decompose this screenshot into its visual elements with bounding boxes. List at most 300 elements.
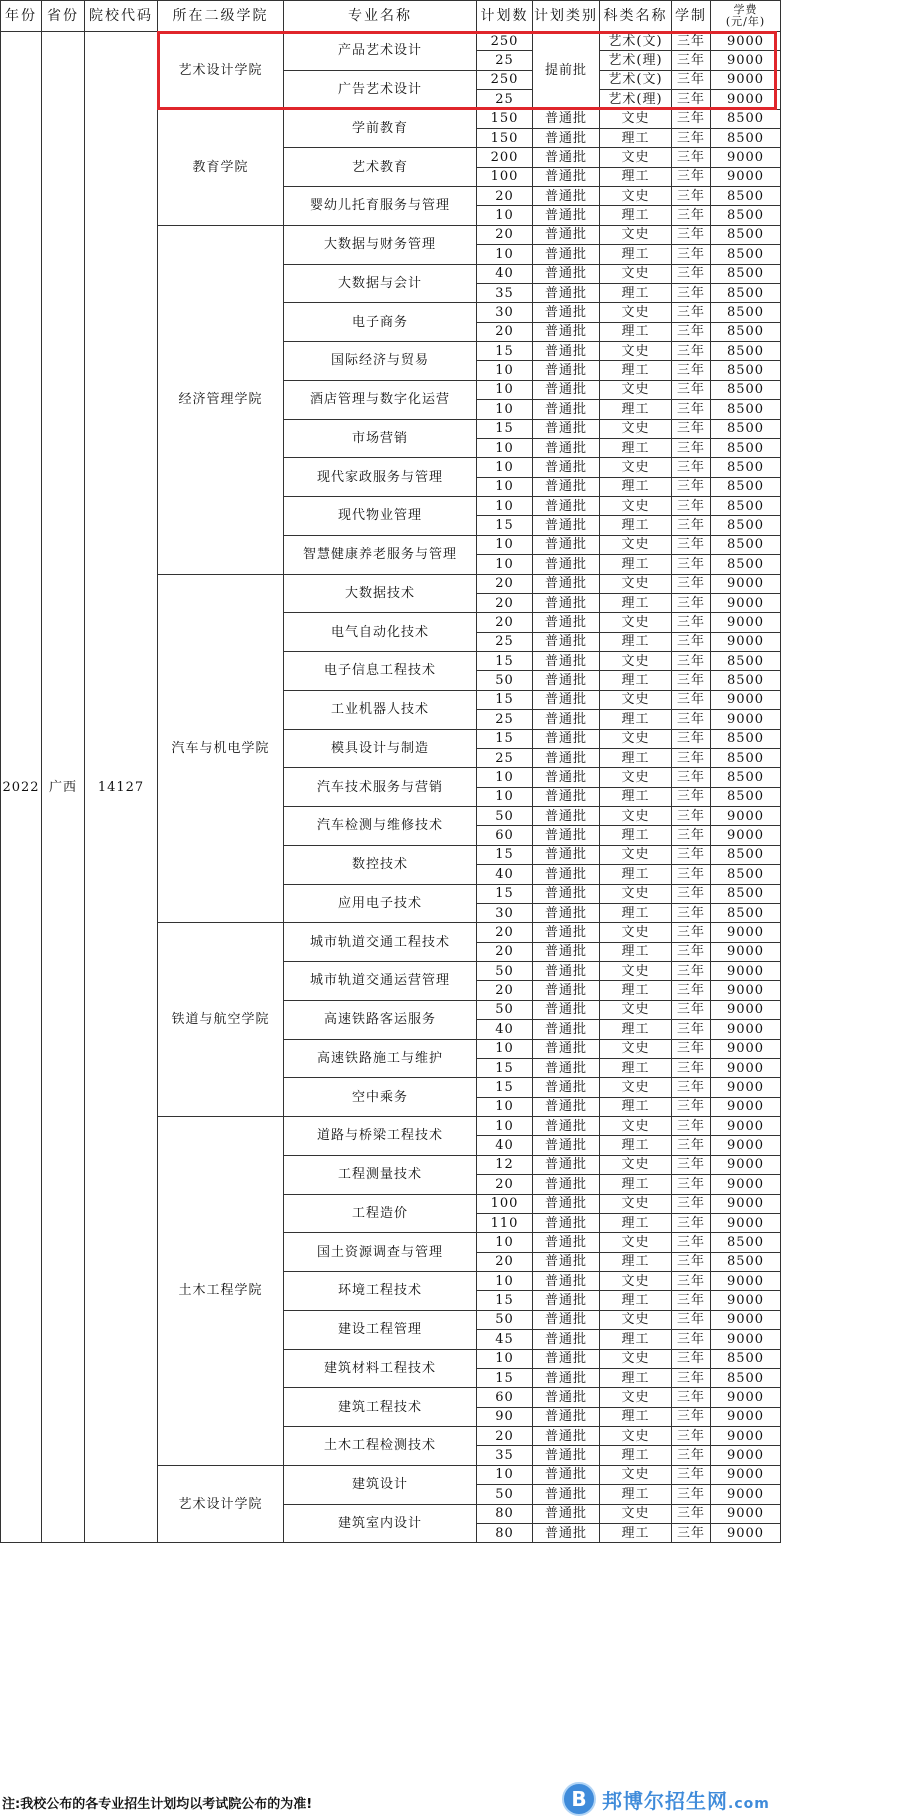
plan-num-cell: 90 (477, 1407, 533, 1426)
subject-cell: 文史 (600, 729, 672, 748)
plan-num-cell: 10 (477, 477, 533, 496)
header-college: 所在二级学院 (158, 1, 284, 32)
duration-cell: 三年 (672, 555, 711, 574)
plan-num-cell: 10 (477, 438, 533, 457)
subject-cell: 文史 (600, 148, 672, 167)
major-cell: 现代物业管理 (284, 497, 477, 536)
subject-cell: 文史 (600, 1272, 672, 1291)
fee-cell: 9000 (711, 1117, 781, 1136)
subject-cell: 理工 (600, 1252, 672, 1271)
duration-cell: 三年 (672, 652, 711, 671)
subject-cell: 文史 (600, 1117, 672, 1136)
plan-num-cell: 15 (477, 1078, 533, 1097)
major-cell: 智慧健康养老服务与管理 (284, 535, 477, 574)
subject-cell: 艺术(文) (600, 32, 672, 51)
subject-cell: 理工 (600, 593, 672, 612)
plan-type-cell: 普通批 (533, 1310, 600, 1329)
plan-type-cell: 普通批 (533, 1291, 600, 1310)
watermark-tld: .com (728, 1795, 770, 1812)
plan-num-cell: 10 (477, 400, 533, 419)
subject-cell: 理工 (600, 1213, 672, 1232)
fee-cell: 9000 (711, 1427, 781, 1446)
plan-num-cell: 25 (477, 51, 533, 70)
duration-cell: 三年 (672, 942, 711, 961)
plan-num-cell: 20 (477, 593, 533, 612)
duration-cell: 三年 (672, 671, 711, 690)
plan-num-cell: 25 (477, 710, 533, 729)
header-subject: 科类名称 (600, 1, 672, 32)
fee-cell: 8500 (711, 264, 781, 283)
plan-type-cell: 普通批 (533, 768, 600, 787)
plan-num-cell: 10 (477, 245, 533, 264)
plan-num-cell: 110 (477, 1213, 533, 1232)
fee-cell: 8500 (711, 555, 781, 574)
duration-cell: 三年 (672, 1175, 711, 1194)
duration-cell: 三年 (672, 206, 711, 225)
duration-cell: 三年 (672, 710, 711, 729)
subject-cell: 文史 (600, 1155, 672, 1174)
plan-num-cell: 100 (477, 1194, 533, 1213)
duration-cell: 三年 (672, 1368, 711, 1387)
plan-num-cell: 20 (477, 942, 533, 961)
subject-cell: 文史 (600, 884, 672, 903)
duration-cell: 三年 (672, 1136, 711, 1155)
duration-cell: 三年 (672, 632, 711, 651)
header-year: 年份 (1, 1, 42, 32)
duration-cell: 三年 (672, 1194, 711, 1213)
fee-cell: 8500 (711, 225, 781, 244)
plan-type-cell: 普通批 (533, 419, 600, 438)
plan-num-cell: 35 (477, 1446, 533, 1465)
plan-num-cell: 15 (477, 690, 533, 709)
major-cell: 产品艺术设计 (284, 32, 477, 71)
plan-type-cell: 普通批 (533, 245, 600, 264)
fee-cell: 8500 (711, 768, 781, 787)
duration-cell: 三年 (672, 1097, 711, 1116)
major-cell: 酒店管理与数字化运营 (284, 380, 477, 419)
plan-type-cell: 普通批 (533, 167, 600, 186)
plan-type-cell: 普通批 (533, 438, 600, 457)
subject-cell: 文史 (600, 109, 672, 128)
plan-type-cell: 普通批 (533, 1485, 600, 1504)
duration-cell: 三年 (672, 322, 711, 341)
duration-cell: 三年 (672, 380, 711, 399)
plan-num-cell: 15 (477, 845, 533, 864)
plan-type-cell: 普通批 (533, 1368, 600, 1387)
watermark (562, 1782, 770, 1816)
major-cell: 市场营销 (284, 419, 477, 458)
plan-num-cell: 50 (477, 1310, 533, 1329)
fee-cell: 9000 (711, 962, 781, 981)
fee-cell: 8500 (711, 884, 781, 903)
fee-cell: 8500 (711, 729, 781, 748)
duration-cell: 三年 (672, 729, 711, 748)
fee-cell: 8500 (711, 845, 781, 864)
subject-cell: 文史 (600, 807, 672, 826)
plan-type-cell: 普通批 (533, 903, 600, 922)
fee-cell: 8500 (711, 322, 781, 341)
duration-cell: 三年 (672, 1485, 711, 1504)
duration-cell: 三年 (672, 70, 711, 89)
duration-cell: 三年 (672, 400, 711, 419)
fee-cell: 9000 (711, 690, 781, 709)
major-cell: 环境工程技术 (284, 1272, 477, 1311)
plan-num-cell: 10 (477, 1097, 533, 1116)
plan-type-cell: 普通批 (533, 942, 600, 961)
fee-cell: 8500 (711, 283, 781, 302)
fee-cell: 9000 (711, 1272, 781, 1291)
plan-type-cell: 提前批 (533, 32, 600, 110)
plan-num-cell: 50 (477, 1485, 533, 1504)
duration-cell: 三年 (672, 1020, 711, 1039)
duration-cell: 三年 (672, 593, 711, 612)
major-cell: 汽车技术服务与营销 (284, 768, 477, 807)
plan-type-cell: 普通批 (533, 303, 600, 322)
fee-cell: 9000 (711, 1078, 781, 1097)
duration-cell: 三年 (672, 826, 711, 845)
fee-cell: 9000 (711, 593, 781, 612)
subject-cell: 文史 (600, 1233, 672, 1252)
plan-num-cell: 80 (477, 1504, 533, 1523)
plan-type-cell: 普通批 (533, 1136, 600, 1155)
subject-cell: 文史 (600, 458, 672, 477)
plan-type-cell: 普通批 (533, 981, 600, 1000)
duration-cell: 三年 (672, 865, 711, 884)
fee-cell: 8500 (711, 497, 781, 516)
plan-type-cell: 普通批 (533, 380, 600, 399)
plan-type-cell: 普通批 (533, 574, 600, 593)
major-cell: 现代家政服务与管理 (284, 458, 477, 497)
subject-cell: 理工 (600, 632, 672, 651)
duration-cell: 三年 (672, 497, 711, 516)
duration-cell: 三年 (672, 1349, 711, 1368)
duration-cell: 三年 (672, 1117, 711, 1136)
plan-num-cell: 50 (477, 962, 533, 981)
duration-cell: 三年 (672, 574, 711, 593)
fee-cell: 9000 (711, 1485, 781, 1504)
plan-type-cell: 普通批 (533, 710, 600, 729)
duration-cell: 三年 (672, 128, 711, 147)
plan-num-cell: 15 (477, 516, 533, 535)
plan-num-cell: 150 (477, 109, 533, 128)
duration-cell: 三年 (672, 1427, 711, 1446)
plan-num-cell: 15 (477, 342, 533, 361)
fee-cell: 9000 (711, 923, 781, 942)
plan-num-cell: 200 (477, 148, 533, 167)
duration-cell: 三年 (672, 923, 711, 942)
plan-type-cell: 普通批 (533, 516, 600, 535)
major-cell: 模具设计与制造 (284, 729, 477, 768)
plan-type-cell: 普通批 (533, 555, 600, 574)
fee-cell: 8500 (711, 903, 781, 922)
major-cell: 土木工程检测技术 (284, 1427, 477, 1466)
plan-type-cell: 普通批 (533, 826, 600, 845)
fee-cell: 9000 (711, 1504, 781, 1523)
duration-cell: 三年 (672, 1039, 711, 1058)
plan-type-cell: 普通批 (533, 1078, 600, 1097)
plan-type-cell: 普通批 (533, 1175, 600, 1194)
subject-cell: 理工 (600, 981, 672, 1000)
plan-num-cell: 15 (477, 652, 533, 671)
plan-type-cell: 普通批 (533, 1155, 600, 1174)
duration-cell: 三年 (672, 690, 711, 709)
plan-type-cell: 普通批 (533, 128, 600, 147)
fee-cell: 9000 (711, 613, 781, 632)
subject-cell: 文史 (600, 264, 672, 283)
plan-type-cell: 普通批 (533, 283, 600, 302)
fee-cell: 8500 (711, 1252, 781, 1271)
plan-num-cell: 20 (477, 1252, 533, 1271)
subject-cell: 文史 (600, 303, 672, 322)
fee-cell: 9000 (711, 1039, 781, 1058)
plan-num-cell: 50 (477, 807, 533, 826)
college-cell: 汽车与机电学院 (158, 574, 284, 923)
duration-cell: 三年 (672, 419, 711, 438)
fee-cell: 9000 (711, 1058, 781, 1077)
subject-cell: 文史 (600, 1388, 672, 1407)
plan-type-cell: 普通批 (533, 671, 600, 690)
duration-cell: 三年 (672, 361, 711, 380)
plan-num-cell: 20 (477, 187, 533, 206)
subject-cell: 文史 (600, 1349, 672, 1368)
fee-cell: 8500 (711, 419, 781, 438)
fee-cell: 8500 (711, 535, 781, 554)
subject-cell: 文史 (600, 1039, 672, 1058)
fee-cell: 9000 (711, 70, 781, 89)
fee-cell: 8500 (711, 206, 781, 225)
subject-cell: 理工 (600, 942, 672, 961)
duration-cell: 三年 (672, 1504, 711, 1523)
plan-type-cell: 普通批 (533, 845, 600, 864)
subject-cell: 文史 (600, 652, 672, 671)
duration-cell: 三年 (672, 342, 711, 361)
fee-cell: 9000 (711, 32, 781, 51)
fee-cell: 9000 (711, 1097, 781, 1116)
subject-cell: 理工 (600, 1097, 672, 1116)
duration-cell: 三年 (672, 1446, 711, 1465)
plan-type-cell: 普通批 (533, 342, 600, 361)
plan-num-cell: 80 (477, 1523, 533, 1542)
subject-cell: 文史 (600, 923, 672, 942)
duration-cell: 三年 (672, 90, 711, 109)
header-code: 院校代码 (85, 1, 158, 32)
major-cell: 建筑工程技术 (284, 1388, 477, 1427)
plan-type-cell: 普通批 (533, 1194, 600, 1213)
footnote: 注:我校公布的各专业招生计划均以考试院公布的为准! (2, 1797, 313, 1812)
plan-type-cell: 普通批 (533, 1427, 600, 1446)
plan-type-cell: 普通批 (533, 1039, 600, 1058)
header-major: 专业名称 (284, 1, 477, 32)
duration-cell: 三年 (672, 807, 711, 826)
plan-num-cell: 50 (477, 671, 533, 690)
fee-cell: 8500 (711, 516, 781, 535)
subject-cell: 文史 (600, 690, 672, 709)
plan-num-cell: 45 (477, 1330, 533, 1349)
plan-type-cell: 普通批 (533, 1117, 600, 1136)
plan-type-cell: 普通批 (533, 652, 600, 671)
subject-cell: 理工 (600, 903, 672, 922)
subject-cell: 文史 (600, 1194, 672, 1213)
duration-cell: 三年 (672, 981, 711, 1000)
plan-type-cell: 普通批 (533, 787, 600, 806)
duration-cell: 三年 (672, 1155, 711, 1174)
plan-type-cell: 普通批 (533, 1330, 600, 1349)
major-cell: 道路与桥梁工程技术 (284, 1117, 477, 1156)
duration-cell: 三年 (672, 1213, 711, 1232)
major-cell: 城市轨道交通工程技术 (284, 923, 477, 962)
duration-cell: 三年 (672, 438, 711, 457)
subject-cell: 文史 (600, 1427, 672, 1446)
subject-cell: 艺术(理) (600, 51, 672, 70)
fee-cell: 9000 (711, 1330, 781, 1349)
subject-cell: 文史 (600, 419, 672, 438)
major-cell: 城市轨道交通运营管理 (284, 962, 477, 1001)
plan-num-cell: 150 (477, 128, 533, 147)
fee-cell: 9000 (711, 1465, 781, 1484)
subject-cell: 理工 (600, 1291, 672, 1310)
duration-cell: 三年 (672, 613, 711, 632)
fee-cell: 8500 (711, 400, 781, 419)
subject-cell: 理工 (600, 128, 672, 147)
header-fee-line2: (元/年) (725, 15, 766, 28)
subject-cell: 理工 (600, 400, 672, 419)
duration-cell: 三年 (672, 283, 711, 302)
plan-type-cell: 普通批 (533, 884, 600, 903)
fee-cell: 9000 (711, 148, 781, 167)
fee-cell: 8500 (711, 361, 781, 380)
watermark-brand: 邦博尔招生网 (602, 1788, 728, 1813)
plan-type-cell: 普通批 (533, 1523, 600, 1542)
fee-cell: 9000 (711, 1136, 781, 1155)
fee-cell: 8500 (711, 187, 781, 206)
subject-cell: 文史 (600, 225, 672, 244)
major-cell: 广告艺术设计 (284, 70, 477, 109)
duration-cell: 三年 (672, 1252, 711, 1271)
plan-type-cell: 普通批 (533, 613, 600, 632)
plan-num-cell: 20 (477, 322, 533, 341)
subject-cell: 理工 (600, 826, 672, 845)
plan-num-cell: 10 (477, 361, 533, 380)
major-cell: 工业机器人技术 (284, 690, 477, 729)
subject-cell: 理工 (600, 1446, 672, 1465)
fee-cell: 9000 (711, 632, 781, 651)
plan-num-cell: 15 (477, 1058, 533, 1077)
subject-cell: 理工 (600, 322, 672, 341)
duration-cell: 三年 (672, 148, 711, 167)
subject-cell: 文史 (600, 497, 672, 516)
subject-cell: 理工 (600, 361, 672, 380)
duration-cell: 三年 (672, 1233, 711, 1252)
plan-num-cell: 15 (477, 1368, 533, 1387)
major-cell: 高速铁路客运服务 (284, 1000, 477, 1039)
plan-type-cell: 普通批 (533, 1020, 600, 1039)
plan-type-cell: 普通批 (533, 748, 600, 767)
fee-cell: 8500 (711, 380, 781, 399)
fee-cell: 9000 (711, 90, 781, 109)
major-cell: 建筑室内设计 (284, 1504, 477, 1543)
plan-num-cell: 25 (477, 748, 533, 767)
fee-cell: 8500 (711, 748, 781, 767)
subject-cell: 文史 (600, 535, 672, 554)
duration-cell: 三年 (672, 903, 711, 922)
fee-cell: 9000 (711, 1020, 781, 1039)
duration-cell: 三年 (672, 748, 711, 767)
province-cell: 广西 (42, 32, 85, 1543)
plan-type-cell: 普通批 (533, 1000, 600, 1019)
fee-cell: 8500 (711, 865, 781, 884)
code-cell: 14127 (85, 32, 158, 1543)
plan-num-cell: 20 (477, 1175, 533, 1194)
duration-cell: 三年 (672, 768, 711, 787)
plan-type-cell: 普通批 (533, 865, 600, 884)
plan-type-cell: 普通批 (533, 458, 600, 477)
subject-cell: 理工 (600, 748, 672, 767)
duration-cell: 三年 (672, 1058, 711, 1077)
major-cell: 学前教育 (284, 109, 477, 148)
subject-cell: 理工 (600, 245, 672, 264)
plan-num-cell: 10 (477, 535, 533, 554)
fee-cell: 8500 (711, 477, 781, 496)
plan-num-cell: 30 (477, 903, 533, 922)
plan-num-cell: 40 (477, 1020, 533, 1039)
duration-cell: 三年 (672, 535, 711, 554)
duration-cell: 三年 (672, 1310, 711, 1329)
duration-cell: 三年 (672, 51, 711, 70)
plan-num-cell: 10 (477, 497, 533, 516)
major-cell: 应用电子技术 (284, 884, 477, 923)
fee-cell: 8500 (711, 245, 781, 264)
plan-num-cell: 100 (477, 167, 533, 186)
major-cell: 汽车检测与维修技术 (284, 807, 477, 846)
plan-num-cell: 15 (477, 729, 533, 748)
subject-cell: 文史 (600, 1078, 672, 1097)
plan-num-cell: 20 (477, 613, 533, 632)
table-body (1, 32, 781, 1543)
subject-cell: 文史 (600, 1000, 672, 1019)
fee-cell: 8500 (711, 787, 781, 806)
duration-cell: 三年 (672, 264, 711, 283)
plan-num-cell: 250 (477, 70, 533, 89)
subject-cell: 理工 (600, 1368, 672, 1387)
college-cell: 经济管理学院 (158, 225, 284, 574)
plan-num-cell: 40 (477, 865, 533, 884)
plan-num-cell: 20 (477, 574, 533, 593)
college-cell: 铁道与航空学院 (158, 923, 284, 1117)
fee-cell: 9000 (711, 1523, 781, 1542)
plan-num-cell: 25 (477, 90, 533, 109)
plan-num-cell: 50 (477, 1000, 533, 1019)
fee-cell: 9000 (711, 1175, 781, 1194)
header-plan-num: 计划数 (477, 1, 533, 32)
header-plan-type: 计划类别 (533, 1, 600, 32)
duration-cell: 三年 (672, 109, 711, 128)
duration-cell: 三年 (672, 516, 711, 535)
subject-cell: 理工 (600, 1058, 672, 1077)
fee-cell: 9000 (711, 807, 781, 826)
plan-type-cell: 普通批 (533, 962, 600, 981)
duration-cell: 三年 (672, 1523, 711, 1542)
plan-type-cell: 普通批 (533, 264, 600, 283)
plan-num-cell: 15 (477, 1291, 533, 1310)
plan-type-cell: 普通批 (533, 1213, 600, 1232)
plan-num-cell: 10 (477, 1117, 533, 1136)
subject-cell: 理工 (600, 1175, 672, 1194)
subject-cell: 理工 (600, 1136, 672, 1155)
duration-cell: 三年 (672, 225, 711, 244)
major-cell: 建设工程管理 (284, 1310, 477, 1349)
major-cell: 大数据技术 (284, 574, 477, 613)
plan-type-cell: 普通批 (533, 1504, 600, 1523)
